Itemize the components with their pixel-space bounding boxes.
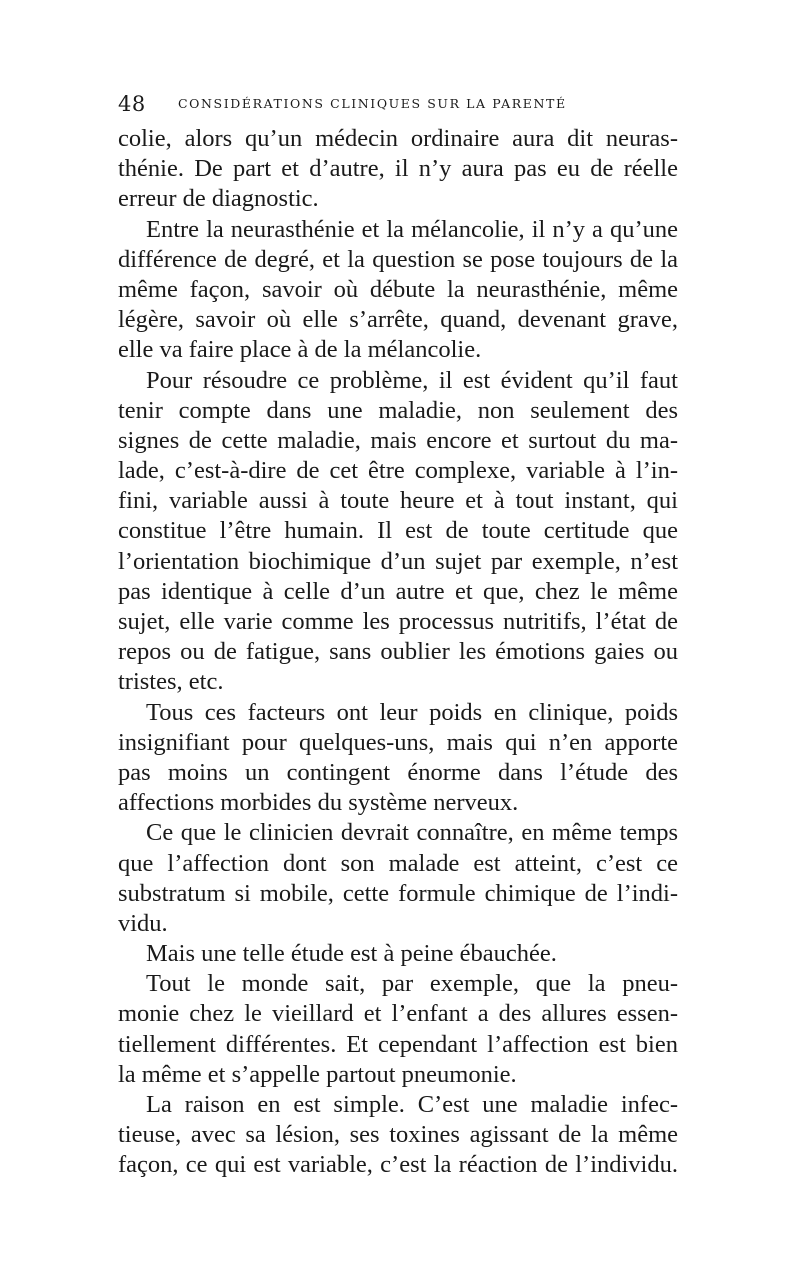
text-line: substratum si mobile, cette formule chimique de l’indi- (118, 879, 678, 907)
text-line: différence de degré, et la question se pose toujours de la (118, 245, 678, 273)
text-line: elle va faire place à de la mélancolie. (118, 336, 482, 364)
text-line: sujet, elle varie comme les processus nutritifs, l’état de (118, 608, 678, 635)
text-line: pas identique à celle d’un autre et que, chez le même (118, 577, 678, 605)
text-line: que l’affection dont son malade est atteint, c’est ce (118, 849, 678, 877)
running-head (118, 92, 678, 118)
text-line: Tous ces facteurs ont leur poids en clinique, poids (146, 698, 678, 726)
text-line: tristes, etc. (118, 668, 224, 696)
running-title: CONSIDÉRATIONS CLINIQUES SUR LA PARENTÉ (178, 96, 567, 111)
text-line: tieuse, avec sa lésion, ses toxines agissant de la même (118, 1121, 678, 1149)
text-line: erreur de diagnostic. (118, 185, 319, 213)
page-number: 48 (118, 92, 146, 116)
text-line: façon, ce qui est variable, c’est la réaction de l’individu. (118, 1151, 678, 1179)
text-line: constitue l’être humain. Il est de toute certitude que (118, 517, 678, 545)
text-line: lade, c’est-à-dire de cet être complexe, variable à l’in- (118, 457, 678, 485)
text-line: fini, variable aussi à toute heure et à tout instant, qui (118, 487, 678, 515)
text-line: Ce que le clinicien devrait connaître, en même temps (146, 819, 678, 847)
text-line: tiellement différentes. Et cependant l’affection est bien (118, 1030, 678, 1058)
text-line: La raison en est simple. C’est une maladie infec- (146, 1091, 678, 1118)
text-line: colie, alors qu’un médecin ordinaire aura dit neuras- (118, 125, 678, 152)
text-line: même façon, savoir où débute la neurasthénie, même (118, 275, 678, 303)
text-line: Entre la neurasthénie et la mélancolie, il n’y a qu’une (146, 215, 678, 243)
text-line: pas moins un contingent énorme dans l’étude des (118, 758, 678, 786)
text-line: Pour résoudre ce problème, il est évident qu’il faut (146, 366, 678, 394)
text-line: insignifiant pour quelques-uns, mais qui n’en apporte (118, 728, 678, 756)
text-line: Tout le monde sait, par exemple, que la pneu- (146, 970, 678, 998)
text-line: l’orientation biochimique d’un sujet par exemple, n’est (118, 547, 678, 575)
text-line: tenir compte dans une maladie, non seulement des (118, 396, 678, 424)
text-line: légère, savoir où elle s’arrête, quand, devenant grave, (118, 306, 678, 334)
text-line: affections morbides du système nerveux. (118, 789, 519, 817)
text-line: Mais une telle étude est à peine ébauchée. (146, 940, 557, 968)
text-line: vidu. (118, 909, 168, 937)
text-line: la même et s’appelle partout pneumonie. (118, 1060, 517, 1088)
text-line: repos ou de fatigue, sans oublier les émotions gaies ou (118, 638, 678, 666)
text-line: monie chez le vieillard et l’enfant a des allures essen- (118, 1000, 678, 1028)
text-line: signes de cette maladie, mais encore et surtout du ma- (118, 426, 678, 454)
text-line: thénie. De part et d’autre, il n’y aura pas eu de réelle (118, 155, 678, 183)
body-text (118, 124, 678, 1181)
